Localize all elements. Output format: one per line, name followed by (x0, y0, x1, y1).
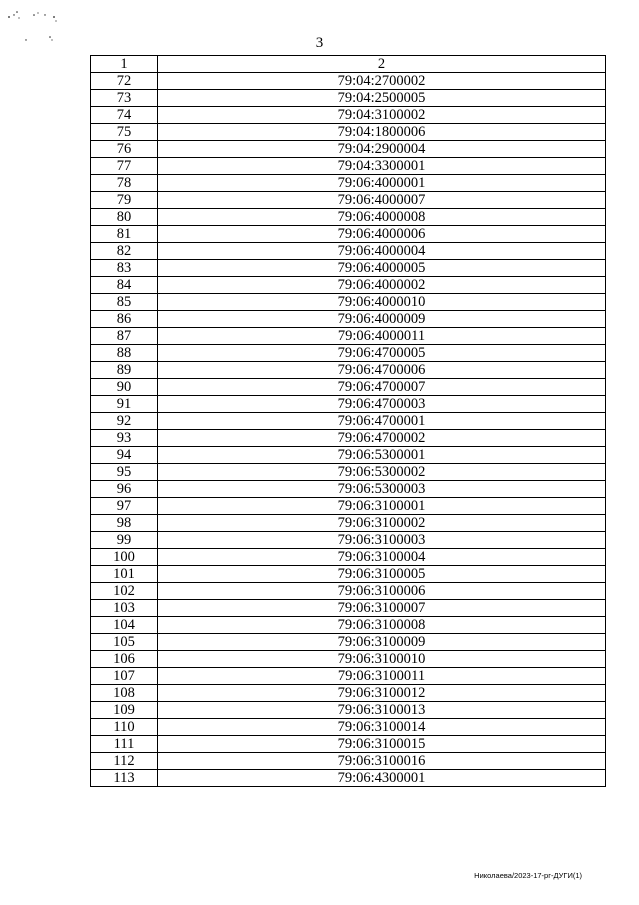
row-number-cell: 81 (91, 226, 158, 243)
row-number-cell: 92 (91, 413, 158, 430)
header-cell-cadastral: 2 (158, 56, 606, 73)
row-number-cell: 110 (91, 719, 158, 736)
row-number-cell: 80 (91, 209, 158, 226)
cadastral-number-cell: 79:04:1800006 (158, 124, 606, 141)
row-number-cell: 78 (91, 175, 158, 192)
cadastral-number-cell: 79:06:3100002 (158, 515, 606, 532)
row-number-cell: 91 (91, 396, 158, 413)
row-number-cell: 75 (91, 124, 158, 141)
row-number-cell: 105 (91, 634, 158, 651)
cadastral-number-cell: 79:04:2700002 (158, 73, 606, 90)
row-number-cell: 109 (91, 702, 158, 719)
table-row (91, 617, 606, 634)
table-row (91, 583, 606, 600)
table-row (91, 464, 606, 481)
row-number-cell: 87 (91, 328, 158, 345)
cadastral-number-cell: 79:06:4000009 (158, 311, 606, 328)
cadastral-number-cell: 79:06:4700003 (158, 396, 606, 413)
cadastral-number-cell: 79:06:4700005 (158, 345, 606, 362)
row-number-cell: 113 (91, 770, 158, 787)
row-number-cell: 89 (91, 362, 158, 379)
table-row (91, 413, 606, 430)
table-row (91, 124, 606, 141)
table-row (91, 277, 606, 294)
row-number-cell: 100 (91, 549, 158, 566)
table-row (91, 209, 606, 226)
table-row (91, 566, 606, 583)
cadastral-number-cell: 79:06:3100014 (158, 719, 606, 736)
row-number-cell: 83 (91, 260, 158, 277)
cadastral-number-cell: 79:06:3100013 (158, 702, 606, 719)
cadastral-number-cell: 79:06:3100001 (158, 498, 606, 515)
table-row (91, 379, 606, 396)
row-number-cell: 74 (91, 107, 158, 124)
row-number-cell: 106 (91, 651, 158, 668)
table-row (91, 549, 606, 566)
table-row (91, 90, 606, 107)
cadastral-number-cell: 79:06:4000011 (158, 328, 606, 345)
cadastral-number-cell: 79:06:4000001 (158, 175, 606, 192)
cadastral-number-cell: 79:06:3100011 (158, 668, 606, 685)
cadastral-number-cell: 79:06:3100009 (158, 634, 606, 651)
table-row (91, 362, 606, 379)
table-row (91, 481, 606, 498)
row-number-cell: 108 (91, 685, 158, 702)
cadastral-number-cell: 79:06:4700006 (158, 362, 606, 379)
table-row (91, 498, 606, 515)
row-number-cell: 107 (91, 668, 158, 685)
table-row (91, 175, 606, 192)
table-row (91, 447, 606, 464)
page-number: 3 (315, 35, 324, 51)
table-row (91, 719, 606, 736)
row-number-cell: 103 (91, 600, 158, 617)
row-number-cell: 95 (91, 464, 158, 481)
row-number-cell: 112 (91, 753, 158, 770)
cadastral-number-cell: 79:04:2900004 (158, 141, 606, 158)
table-row (91, 600, 606, 617)
row-number-cell: 85 (91, 294, 158, 311)
row-number-cell: 99 (91, 532, 158, 549)
table-row (91, 702, 606, 719)
table-row (91, 668, 606, 685)
table-row (91, 328, 606, 345)
row-number-cell: 111 (91, 736, 158, 753)
cadastral-number-cell: 79:06:4300001 (158, 770, 606, 787)
row-number-cell: 104 (91, 617, 158, 634)
table-row (91, 430, 606, 447)
table-row (91, 158, 606, 175)
row-number-cell: 77 (91, 158, 158, 175)
table-row (91, 345, 606, 362)
table-row (91, 515, 606, 532)
table-row (91, 532, 606, 549)
cadastral-number-cell: 79:04:3100002 (158, 107, 606, 124)
table-row (91, 685, 606, 702)
table-row (91, 226, 606, 243)
table-row (91, 753, 606, 770)
row-number-cell: 94 (91, 447, 158, 464)
cadastral-number-cell: 79:06:3100012 (158, 685, 606, 702)
cadastral-number-cell: 79:06:3100016 (158, 753, 606, 770)
cadastral-number-cell: 79:06:3100004 (158, 549, 606, 566)
cadastral-number-cell: 79:06:5300001 (158, 447, 606, 464)
cadastral-number-cell: 79:06:4000002 (158, 277, 606, 294)
row-number-cell: 90 (91, 379, 158, 396)
row-number-cell: 96 (91, 481, 158, 498)
cadastral-number-cell: 79:06:3100010 (158, 651, 606, 668)
row-number-cell: 88 (91, 345, 158, 362)
table-row (91, 294, 606, 311)
cadastral-number-cell: 79:06:5300003 (158, 481, 606, 498)
table-row (91, 243, 606, 260)
cadastral-table (90, 55, 606, 787)
cadastral-number-cell: 79:06:4000005 (158, 260, 606, 277)
table-row (91, 651, 606, 668)
table-row (91, 396, 606, 413)
cadastral-number-cell: 79:06:3100006 (158, 583, 606, 600)
cadastral-number-cell: 79:06:4000010 (158, 294, 606, 311)
cadastral-number-cell: 79:06:3100015 (158, 736, 606, 753)
cadastral-number-cell: 79:04:2500005 (158, 90, 606, 107)
cadastral-number-cell: 79:06:4000006 (158, 226, 606, 243)
cadastral-number-cell: 79:06:5300002 (158, 464, 606, 481)
cadastral-number-cell: 79:06:3100003 (158, 532, 606, 549)
table-row (91, 141, 606, 158)
table-row (91, 107, 606, 124)
row-number-cell: 97 (91, 498, 158, 515)
cadastral-number-cell: 79:06:3100005 (158, 566, 606, 583)
row-number-cell: 82 (91, 243, 158, 260)
row-number-cell: 73 (91, 90, 158, 107)
row-number-cell: 93 (91, 430, 158, 447)
row-number-cell: 84 (91, 277, 158, 294)
cadastral-number-cell: 79:06:4700001 (158, 413, 606, 430)
table-row (91, 634, 606, 651)
header-cell-number: 1 (91, 56, 158, 73)
footer-document-ref: Николаева/2023-17-рг-ДУГИ(1) (474, 871, 582, 880)
table-header-row (91, 56, 606, 73)
cadastral-number-cell: 79:06:4700002 (158, 430, 606, 447)
cadastral-number-cell: 79:06:3100008 (158, 617, 606, 634)
cadastral-number-cell: 79:06:4000008 (158, 209, 606, 226)
row-number-cell: 102 (91, 583, 158, 600)
table-row (91, 770, 606, 787)
table-row (91, 311, 606, 328)
row-number-cell: 86 (91, 311, 158, 328)
cadastral-number-cell: 79:06:4000007 (158, 192, 606, 209)
table-row (91, 192, 606, 209)
row-number-cell: 98 (91, 515, 158, 532)
row-number-cell: 101 (91, 566, 158, 583)
table-row (91, 260, 606, 277)
cadastral-number-cell: 79:04:3300001 (158, 158, 606, 175)
cadastral-number-cell: 79:06:4000004 (158, 243, 606, 260)
cadastral-number-cell: 79:06:3100007 (158, 600, 606, 617)
table-row (91, 73, 606, 90)
row-number-cell: 72 (91, 73, 158, 90)
row-number-cell: 79 (91, 192, 158, 209)
table-row (91, 736, 606, 753)
row-number-cell: 76 (91, 141, 158, 158)
cadastral-number-cell: 79:06:4700007 (158, 379, 606, 396)
